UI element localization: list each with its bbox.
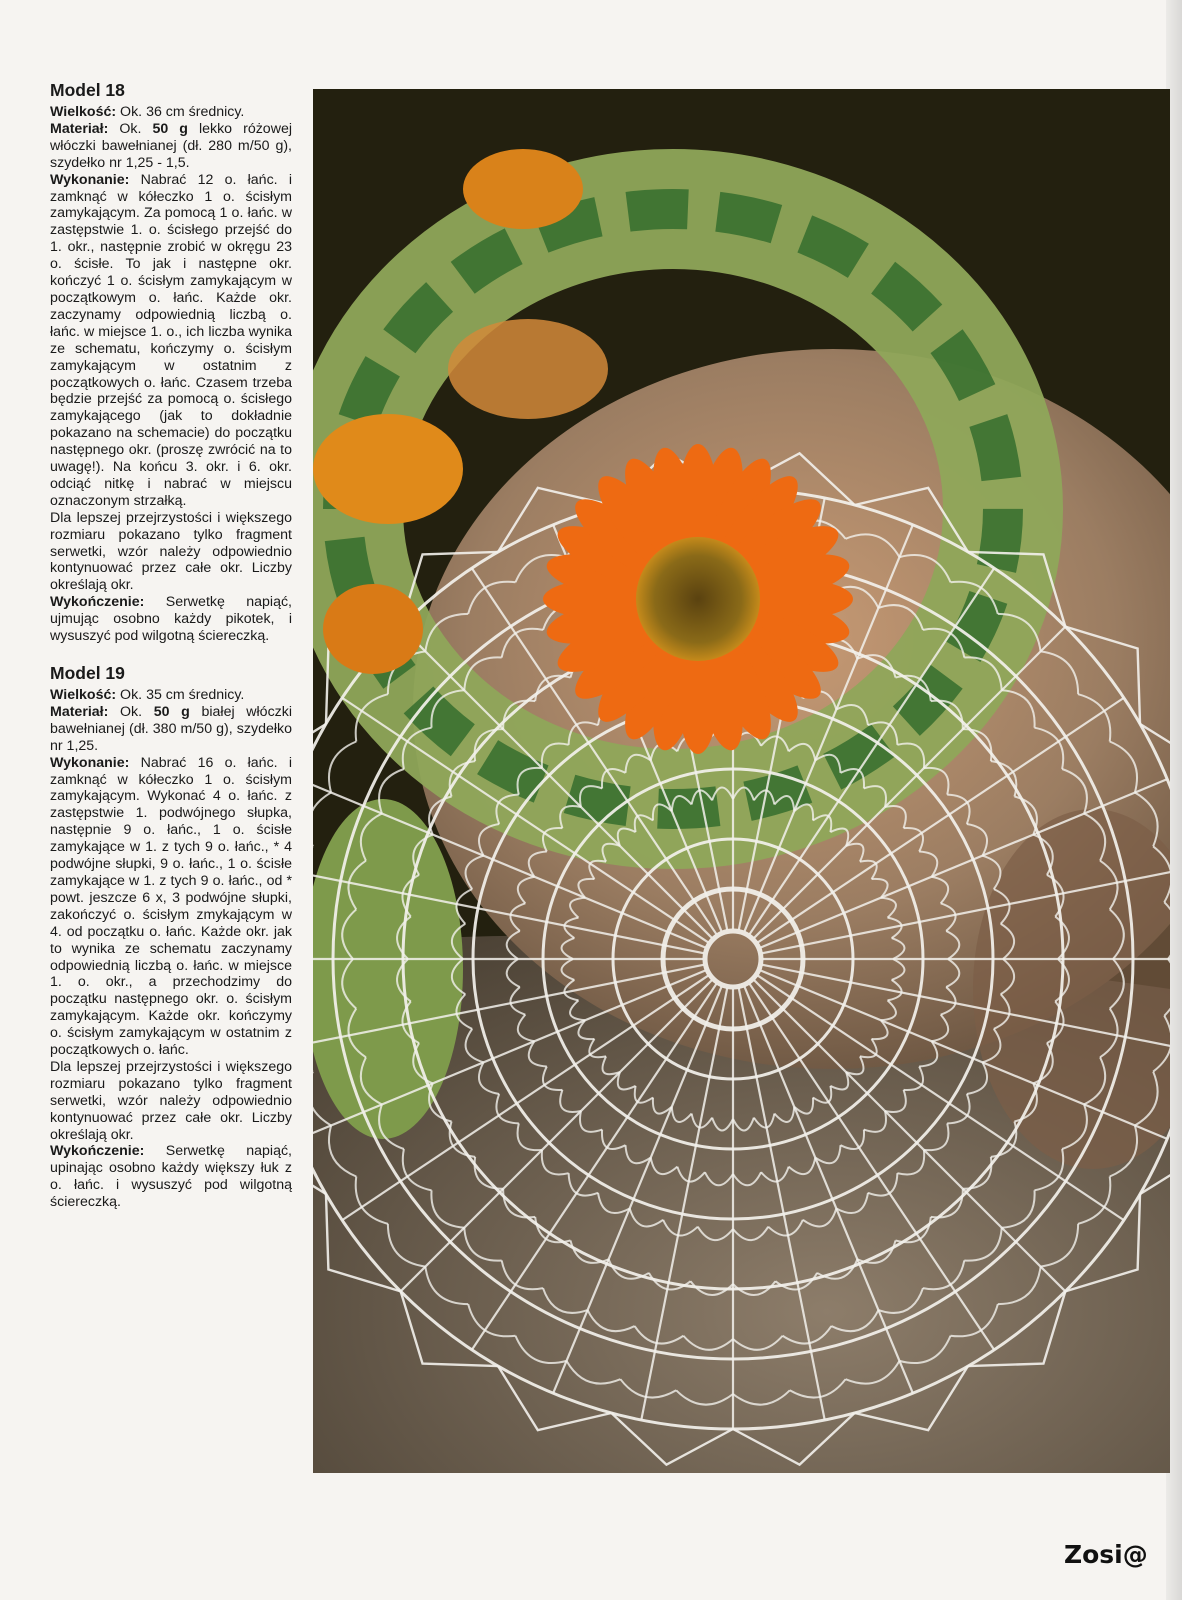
model-19-material	[50, 704, 292, 755]
ribbon-patch	[463, 149, 583, 229]
doily-wreath-photo	[313, 89, 1170, 1473]
finish-text: Serwetkę napiąć, ujmując osobno każdy pikotek, i wysuszyć pod wilgotną ściereczką.	[50, 594, 292, 645]
execution-text: Nabrać 16 o. łańc. i zamknąć w kółeczko 1 o. ścisłym zamykającym. Wykonać 4 o. łańc. z zastępstwie 1. podwójnego słupka, następnie 9 o. łańc., 1 o. ścisłe zamykające w 1. z tych 9 o. łańc., * 4 podwójne słupki, 9 o. łańc., 1 o. ścisłe zamykające w 1. z tych 9 o. łańc., od * powt. jeszcze 6 x, 3 podwójne słupki, zakończyć o. ścisłym zmykającym w 4. od początku o. łańc. Każde okr. jak to wynika ze schematu zaczynamy odpowiednią liczbą o. łańc. w miejsce 1. o. okr., a przechodzimy do początku następnego okr. o. ścisłym zamykającym. Każde okr. kończymy o. ścisłym zamykającym w ostatnim z początkowych o. łańc.	[50, 754, 292, 1059]
size-text: Ok. 35 cm średnicy.	[116, 687, 245, 703]
material-pre: Ok.	[108, 120, 153, 137]
size-label: Wielkość:	[50, 687, 117, 703]
model-19-finish	[50, 1143, 292, 1211]
model-18-note: Dla lepszej przejrzystości i większego rozmiaru pokazano tylko fragment serwetki, wzór należy odpowiednio kontynuować przez całe okr. Liczby określają okr.	[50, 509, 292, 594]
instructions-column	[50, 80, 292, 1211]
model-18-material	[50, 121, 292, 172]
photo-illustration	[313, 89, 1170, 1473]
material-text: lekko różowej włóczki bawełnianej (dł. 280 m/50 g), szydełko nr 1,25 - 1,5.	[50, 120, 292, 171]
wreath-raffia	[448, 319, 608, 419]
material-label: Materiał:	[50, 120, 109, 137]
model-18-finish	[50, 594, 292, 645]
model-18-execution	[50, 172, 292, 510]
material-pre: Ok.	[108, 703, 154, 720]
execution-label: Wykonanie:	[50, 754, 130, 771]
finish-text: Serwetkę napiąć, upinając osobno każdy większy łuk z o. łańc. i wysuszyć pod wilgotną ściereczką.	[50, 1143, 292, 1211]
ribbon-patch	[313, 414, 463, 524]
model-18-section	[50, 80, 292, 645]
material-amount: 50 g	[152, 120, 188, 137]
model-18-size	[50, 104, 292, 121]
material-amount: 50 g	[153, 703, 190, 720]
sunflower-center	[636, 537, 760, 661]
execution-text: Nabrać 12 o. łańc. i zamknąć w kółeczko 1 o. ścisłym zamykającym. Za pomocą 1 o. łańc. w zastępstwie 1. o. ścisłego przejść do 1. okr., następnie zrobić w okręgu 23 o. ścisłe. To jak i następne okr. kończyć 1 o. ścisłym zamykającym w początkowym o. łańc. Każde okr. zaczynamy odpowiednią liczbą o. łańc. w miejsce 1. o., ich liczba wynika ze schematu, kończymy o. ścisłym zamykającym w ostatnim z początkowych o. łańc. Czasem trzeba będzie przejść za pomocą o. ścisłego zamykającego (jak to dokładnie pokazano na schemacie) do początku następnego okr. (proszę zwrócić na to uwagę!). Na końcu 3. okr. i 6. okr. odciąć nitkę i nabrać w miejscu oznaczonym strzałką.	[50, 171, 292, 509]
model-19-section	[50, 663, 292, 1211]
model-19-size	[50, 687, 292, 704]
model-19-title: Model 19	[50, 663, 125, 683]
ribbon-patch	[323, 584, 423, 674]
finish-label: Wykończenie:	[50, 594, 145, 611]
material-text: białej włóczki bawełnianej (dł. 380 m/50 g), szydełko nr 1,25.	[50, 703, 293, 754]
size-label: Wielkość:	[50, 104, 117, 120]
model-19-execution	[50, 755, 292, 1059]
execution-label: Wykonanie:	[50, 171, 130, 188]
model-19-note: Dla lepszej przejrzystości i większego rozmiaru pokazano tylko fragment serwetki, wzór należy odpowiednio kontynuować przez całe okr. Liczby określają okr.	[50, 1058, 292, 1143]
watermark: Zosi@	[1064, 1540, 1148, 1569]
material-label: Materiał:	[50, 703, 109, 720]
model-18-title: Model 18	[50, 80, 125, 100]
finish-label: Wykończenie:	[50, 1143, 145, 1160]
size-text: Ok. 36 cm średnicy.	[116, 104, 245, 120]
